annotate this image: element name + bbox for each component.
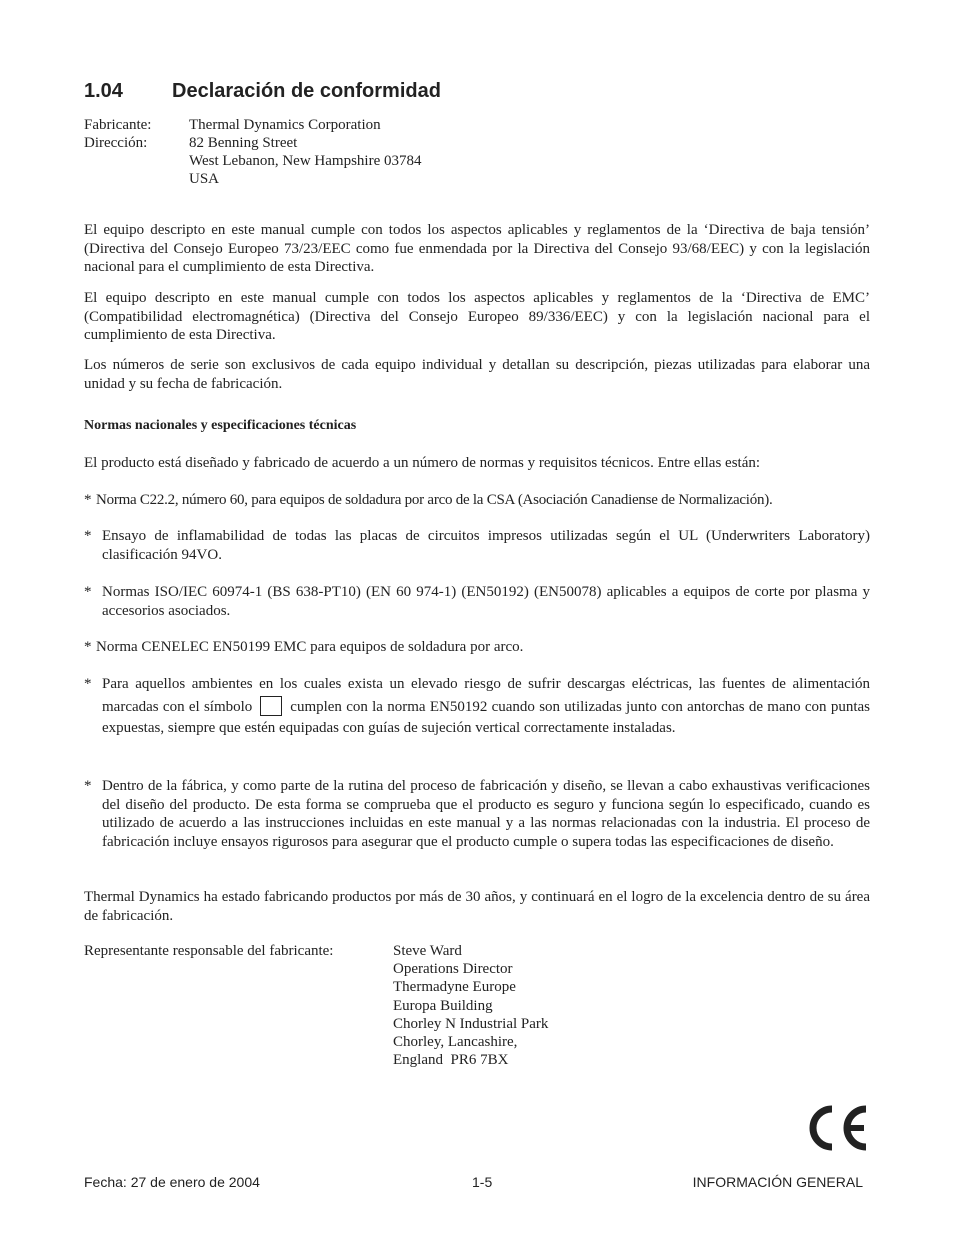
bullet-item: [84, 527, 870, 564]
address-line: 82 Benning Street: [189, 135, 298, 151]
representative-line: Europa Building: [393, 997, 493, 1014]
standards-intro: El producto está diseñado y fabricado de acuerdo a un número de normas y requisitos técnicos. Entre ellas están:: [84, 455, 761, 471]
representative-line: England PR6 7BX: [393, 1052, 509, 1069]
footer-section-name: INFORMACIÓN GENERAL: [692, 1174, 863, 1190]
manufacturer-block: [84, 116, 422, 188]
ce-mark-icon: [806, 1103, 872, 1153]
bullet-marker: *: [84, 778, 92, 794]
safety-symbol-box: [260, 696, 282, 716]
paragraph-emc-directive: El equipo descripto en este manual cumple con todos los aspectos aplicables y reglamentos de la ‘Directiva de EMC’ (Compatibilidad electromagnética) (Directiva del Consejo Europeo 89/336/EEC) y con la legislación nacional para el cumplimiento de esta Directiva.: [84, 290, 870, 343]
representative-line: Steve Ward: [393, 943, 462, 959]
section-title: [84, 80, 441, 103]
bullet-text: Ensayo de inflamabilidad de todas las placas de circuitos impresos utilizadas según el UL (Underwriters Laboratory) clasificación 94VO.: [102, 528, 870, 563]
section-number: 1.04: [84, 80, 123, 102]
address-line: USA: [189, 171, 220, 187]
bullet-marker: *: [84, 492, 92, 508]
manufacturer-name: Thermal Dynamics Corporation: [189, 117, 381, 133]
bullet-text: [102, 674, 870, 740]
bullet-text: Norma CENELEC EN50199 EMC para equipos de soldadura por arco.: [96, 639, 524, 655]
representative-address: [393, 942, 548, 1069]
standards-heading: Normas nacionales y especificaciones técnicas: [84, 418, 357, 433]
representative-line: Chorley N Industrial Park: [393, 1015, 549, 1032]
representative-line: Chorley, Lancashire,: [393, 1034, 518, 1051]
bullet-text: Norma C22.2, número 60, para equipos de soldadura por arco de la CSA (Asociación Canadiense de Normalización).: [96, 492, 773, 508]
bullet-marker: *: [84, 584, 92, 600]
address-label: Dirección:: [84, 135, 148, 151]
paragraph-low-voltage-directive: El equipo descripto en este manual cumple con todos los aspectos aplicables y reglamentos de la ‘Directiva de baja tensión’ (Directiva del Consejo Europeo 73/23/EEC como fue enmendada por la Directiva del Consejo 93/68/EEC) y con la legislación nacional para el cumplimiento de esta Directiva.: [84, 222, 870, 275]
bullet-item: [84, 638, 870, 657]
bullet-item: [84, 674, 870, 740]
representative-line: Thermadyne Europe: [393, 979, 516, 996]
footer-page-number: 1-5: [472, 1174, 493, 1190]
symbol-sentence-start: Para aquellos ambientes en los cuales exista un elevado riesgo de sufrir descargas eléctricas, las fuentes de alimentación marcadas con el símbolo: [102, 676, 870, 715]
paragraph-serial-numbers: Los números de serie son exclusivos de cada equipo individual y detallan su descripción, piezas utilizadas para elaborar una unidad y su fecha de fabricación.: [84, 357, 870, 392]
bullet-marker: *: [84, 676, 92, 692]
representative-label: Representante responsable del fabricante:: [84, 943, 334, 959]
bullet-text: Dentro de la fábrica, y como parte de la rutina del proceso de fabricación y diseño, se llevan a cabo exhaustivas verificaciones del diseño del producto. De esta forma se comprueba que el producto es seguro y funciona según lo especificado, cuando es utilizado de acuerdo a las instrucciones incluidas en este manual y a las normas relacionadas con la industria. El proceso de fabricación incluye ensayos rigurosos para asegurar que el producto cumple o supera todas las especificaciones de diseño.: [102, 778, 870, 850]
closing-paragraph: Thermal Dynamics ha estado fabricando productos por más de 30 años, y continuará en el logro de la excelencia dentro de su área de fabricación.: [84, 889, 870, 924]
representative-line: Operations Director: [393, 961, 513, 978]
bullet-item: [84, 583, 870, 620]
representative-block: [84, 942, 548, 1069]
symbol-sentence-end: cumplen con la norma EN50192 cuando son utilizadas junto con antorchas de mano con puntas expuestas, siempre que estén equipadas con guías de sujeción vertical correctamente instaladas.: [102, 698, 870, 736]
bullet-marker: *: [84, 639, 92, 655]
bullet-item: [84, 777, 870, 851]
bullet-item: [84, 491, 870, 510]
bullet-text: Normas ISO/IEC 60974-1 (BS 638-PT10) (EN 60 974-1) (EN50192) (EN50078) aplicables a equipos de corte por plasma y accesorios asociados.: [102, 584, 870, 619]
section-heading: Declaración de conformidad: [172, 80, 441, 102]
footer-date: Fecha: 27 de enero de 2004: [84, 1174, 260, 1190]
address-line: West Lebanon, New Hampshire 03784: [189, 153, 422, 169]
manufacturer-label: Fabricante:: [84, 117, 152, 133]
bullet-marker: *: [84, 528, 92, 544]
